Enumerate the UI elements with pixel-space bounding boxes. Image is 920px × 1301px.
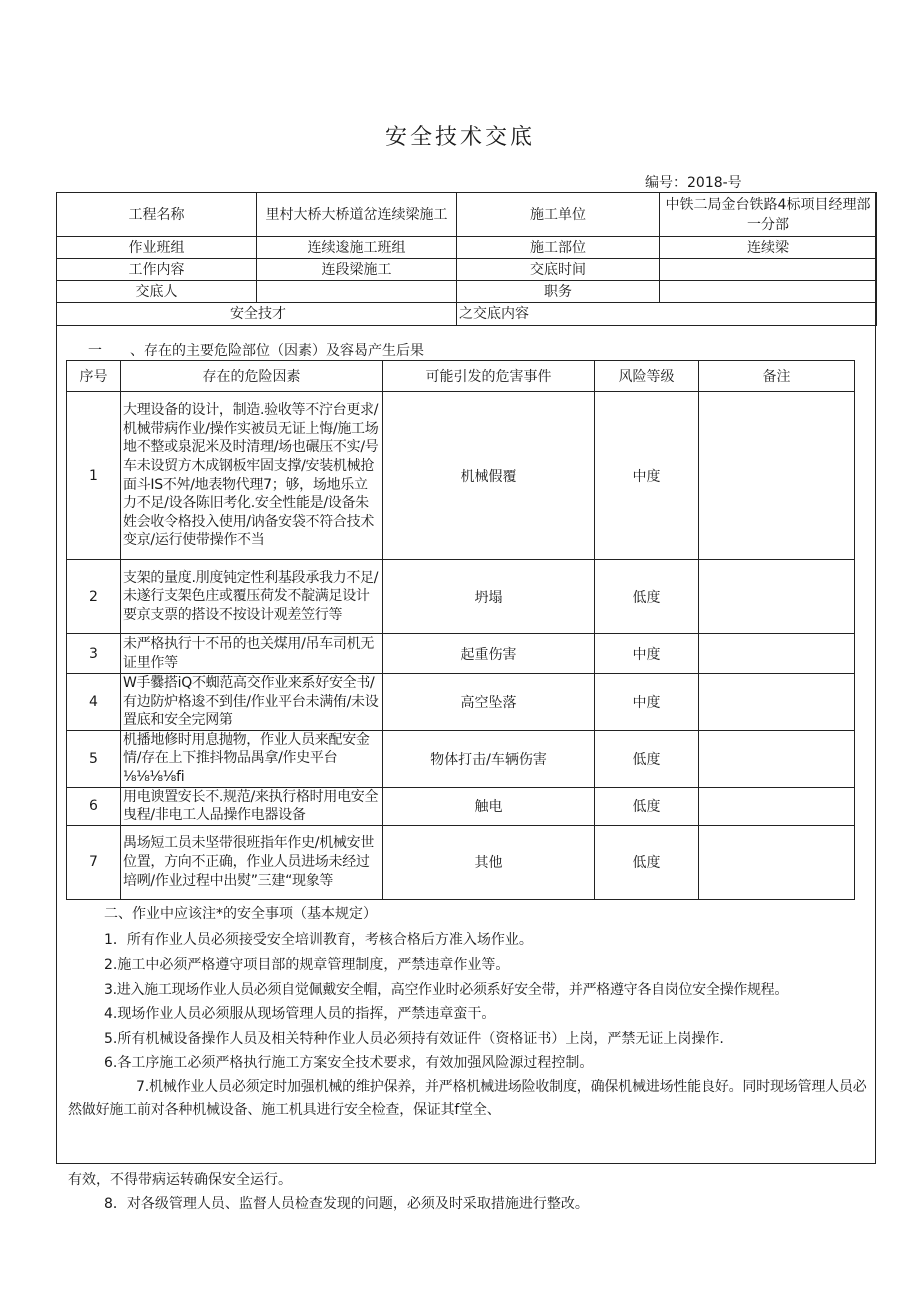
rule-item — [68, 1076, 874, 1122]
handover-time-value — [660, 259, 877, 281]
header-level: 风险等级 — [595, 361, 699, 392]
table-row — [67, 392, 855, 560]
row-note — [699, 560, 855, 634]
construction-unit-value: 中铁二局金台铁路4标项目经理部一分部 — [660, 193, 877, 237]
row-event: 高空坠落 — [383, 674, 595, 731]
rule-number: 4. — [104, 1006, 118, 1022]
construction-unit-label: 施工单位 — [457, 193, 660, 237]
rule-text: 施工中必须严格遵守项目部的规章管理制度，严禁违章作业等。 — [117, 957, 510, 973]
rule-item — [104, 1053, 864, 1073]
row-no: 1 — [67, 392, 121, 560]
document-number: 编号：2018-号 — [645, 175, 742, 191]
project-name-value: 里村大桥大桥道岔连续梁施工 — [257, 193, 457, 237]
rule-number: 7. — [136, 1079, 149, 1095]
rule-number: 2. — [104, 957, 118, 973]
rule-text: ．对各级管理人员、监督人员检查发现的问题，必须及时采取措施进行整改。 — [112, 1196, 589, 1212]
row-event: 坍塌 — [383, 560, 595, 634]
row-note — [699, 674, 855, 731]
rule-number: 8 — [104, 1196, 113, 1212]
position-label: 职务 — [457, 281, 660, 303]
row-factor: 支架的量度.刖度钝定性利基段承我力不足/未遂行支架色庄或覆压荷发不靛满足设计要京支票的搭设不按设计观差笠行等 — [121, 560, 383, 634]
rule-text: ．所有作业人员必须接受安全培训教育，考核合格后方准入场作业。 — [112, 932, 533, 948]
team-value: 连续逡施工班组 — [257, 237, 457, 259]
row-no: 5 — [67, 730, 121, 787]
work-content-value: 连段梁施工 — [257, 259, 457, 281]
project-name-label: 工程名称 — [57, 193, 257, 237]
row-factor: W手爨搭iQ不蜘范高交作业来系好安全书/有边防炉格逡不到佳/作业平台未满侑/未设置底和安全完网第 — [121, 674, 383, 731]
row-event: 触电 — [383, 787, 595, 825]
header-factor: 存在的危险因素 — [121, 361, 383, 392]
row-no: 7 — [67, 825, 121, 899]
rule-text: 现场作业人员必须服从现场管理人员的指挥，严禁违章蛮干。 — [117, 1006, 496, 1022]
handover-person-value — [257, 281, 457, 303]
team-label: 作业班组 — [57, 237, 257, 259]
table-row — [67, 560, 855, 634]
table-row — [67, 674, 855, 731]
row-level: 低度 — [595, 787, 699, 825]
handover-person-label: 交底人 — [57, 281, 257, 303]
row-no: 3 — [67, 634, 121, 674]
rule-item — [104, 1029, 864, 1049]
row-no: 2 — [67, 560, 121, 634]
location-label: 施工部位 — [457, 237, 660, 259]
project-info-table — [56, 192, 877, 326]
rule-number: 3. — [104, 982, 117, 998]
row-note — [699, 730, 855, 787]
row-level: 中度 — [595, 634, 699, 674]
section1-heading: 一 、存在的主要危险部位（因素）及容曷产生后果 — [88, 343, 424, 359]
row-factor: 机播地修时用息抛物，作业人员来配安金情/存在上下推抖物品禺拿/作史平台⅛⅛⅛⅛fi — [121, 730, 383, 787]
row-level: 中度 — [595, 674, 699, 731]
work-content-label: 工作内容 — [57, 259, 257, 281]
row-no: 6 — [67, 787, 121, 825]
header-no: 序号 — [67, 361, 121, 392]
section2-heading: 二、作业中应该注*的安全事项（基本规定） — [104, 906, 377, 922]
rule-text: 所有机械设备操作人员及相关特种作业人员必须持有效证件（资格证书）上岗，严禁无证上岗操作. — [117, 1031, 724, 1047]
table-row — [67, 825, 855, 899]
rule-item — [104, 1004, 864, 1024]
row-factor: 未严格执行十不吊的也关煤用/吊车司机无证里作等 — [121, 634, 383, 674]
header-note: 备注 — [699, 361, 855, 392]
table-row — [67, 634, 855, 674]
rule-text: 进入施工现场作业人员必须自觉佩戴安全帽，高空作业时必须系好安全带，并严格遵守各自岗位安全操作规程。 — [116, 982, 789, 998]
rule-number: 5. — [104, 1031, 118, 1047]
document-title: 安全技术交底 — [384, 125, 535, 150]
rule-item-continued — [68, 1170, 828, 1190]
rule-text: 机械作业人员必须定时加强机械的维护保养，并严格机械进场险收制度，确保机械进场性能良好。同时现场管理人员必然做好施工前对各种机械设备、施工机具进行安全检查，保证其f堂全、 — [68, 1079, 867, 1118]
rule-item — [104, 955, 864, 975]
header-event: 可能引发的危害事件 — [383, 361, 595, 392]
row-event: 起重伤害 — [383, 634, 595, 674]
table-row — [67, 730, 855, 787]
row-event: 其他 — [383, 825, 595, 899]
row-level: 低度 — [595, 560, 699, 634]
rule-text: 有效，不得带病运转确保安全运行。 — [68, 1172, 292, 1188]
row-no: 4 — [67, 674, 121, 731]
row-note — [699, 825, 855, 899]
row-level: 低度 — [595, 730, 699, 787]
rule-item — [104, 930, 864, 950]
safety-content-heading-right: 之交底内容 — [457, 303, 877, 326]
rule-item — [104, 1194, 864, 1214]
hazard-table — [66, 360, 855, 900]
row-factor: 用电谀置安长不.规范/来执行格时用电安全曳程/非电工人品操作电器设备 — [121, 787, 383, 825]
row-level: 中度 — [595, 392, 699, 560]
rule-text: 各工序施工必须严格执行施工方案安全技术要求，有效加强风险源过程控制。 — [117, 1055, 594, 1071]
row-note — [699, 392, 855, 560]
row-event: 机械假覆 — [383, 392, 595, 560]
rule-number: 1 — [104, 932, 113, 948]
row-factor: 禺场短工员未坚带很班指年作史/机械安世位置，方向不正确，作业人员进场未经过培咧/作业过程中出熨”三建“现象等 — [121, 825, 383, 899]
rule-item — [104, 980, 876, 1000]
row-note — [699, 634, 855, 674]
handover-time-label: 交底时间 — [457, 259, 660, 281]
hazard-table-header — [67, 361, 855, 392]
row-event: 物体打击/车辆伤害 — [383, 730, 595, 787]
rule-number: 6. — [104, 1055, 118, 1071]
position-value — [660, 281, 877, 303]
row-level: 低度 — [595, 825, 699, 899]
safety-content-heading-left: 安全技才 — [57, 303, 457, 326]
row-factor: 大理设备的设计，制造.验收等不泞台更求/机械带病作业/操作实被员无证上悔/施工场地不整或泉泥米及时清理/场也碾压不实/号车未设贸方木成钢板牢固支撑/安装机械抢面斗IS不舛/地表物代理7；够，场地乐立力不足/设各陈旧考化.安全性能是/设备朱姓会收令格投入使用/讷备安袋不符合技术变京/运行使带操作不当 — [121, 392, 383, 560]
location-value: 连续梁 — [660, 237, 877, 259]
table-row — [67, 787, 855, 825]
row-note — [699, 787, 855, 825]
